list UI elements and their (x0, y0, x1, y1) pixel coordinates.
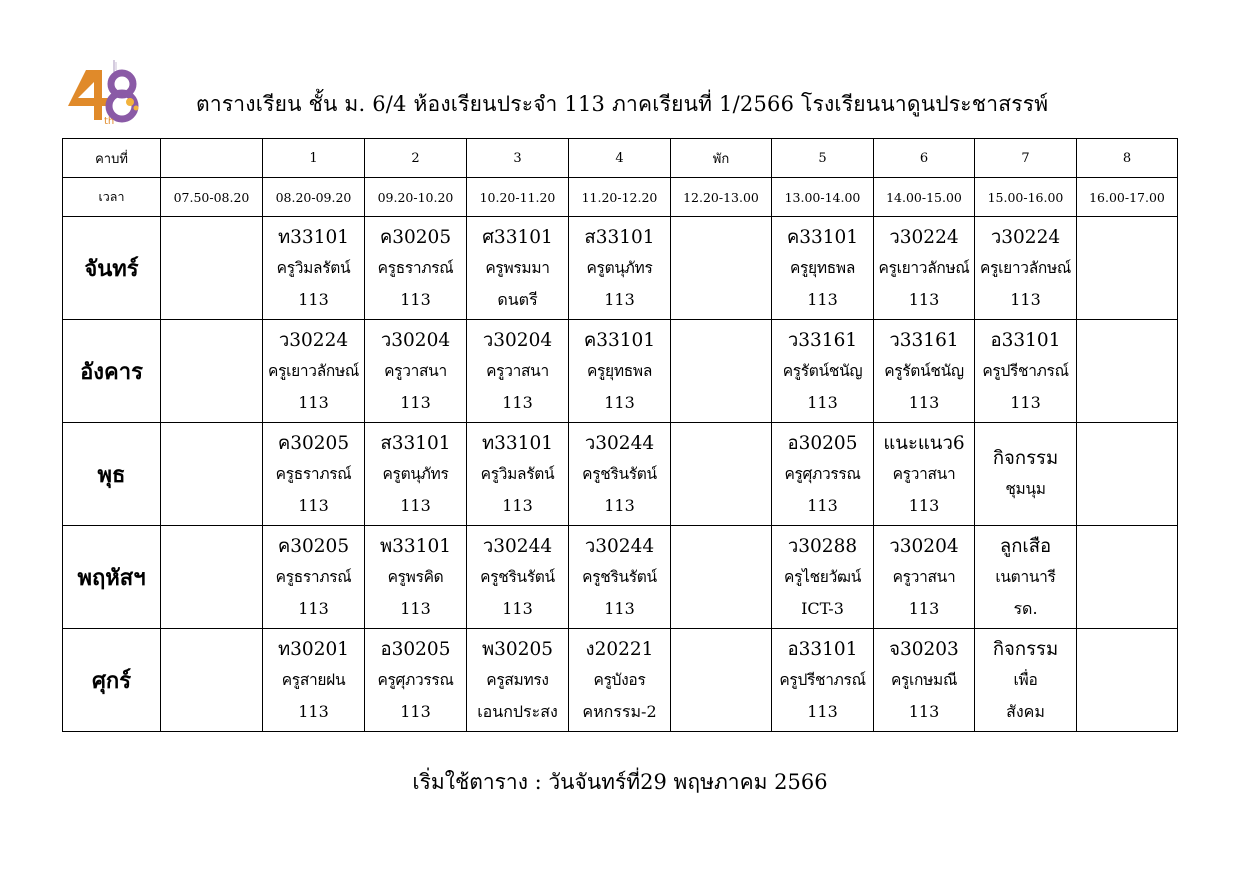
room-label: 113 (502, 598, 533, 618)
day-name-cell: พฤหัสฯ (63, 526, 161, 629)
teacher-name: ครูตนุภัทร (382, 464, 449, 483)
subject-code: ลูกเสือ (999, 535, 1052, 557)
subject-code: ว30204 (380, 329, 451, 351)
subject-code: ว33161 (889, 329, 959, 351)
room-label: 113 (908, 289, 940, 309)
schedule-cell (1077, 629, 1178, 732)
teacher-name: ครูสายฝน (281, 670, 346, 689)
teacher-name: ครูวาสนา (384, 361, 447, 380)
subject-code: ค33101 (786, 226, 859, 248)
subject-code: จ30203 (889, 638, 959, 660)
schedule-cell (874, 423, 975, 526)
time-slot-cell: 11.20-12.20 (569, 178, 671, 217)
teacher-name: ครูศุภวรรณ (784, 464, 861, 483)
room-label: 113 (908, 701, 940, 721)
period-number-cell: 7 (975, 139, 1077, 178)
schedule-cell (467, 423, 569, 526)
period-number-cell: 1 (263, 139, 365, 178)
room-label: ICT-3 (801, 598, 844, 618)
schedule-cell (365, 423, 467, 526)
schedule-cell (365, 526, 467, 629)
schedule-cell (671, 526, 772, 629)
subject-code: ท30201 (277, 638, 350, 660)
room-label: คหกรรม-2 (582, 701, 657, 721)
schedule-cell (975, 217, 1077, 320)
time-slot-cell: 09.20-10.20 (365, 178, 467, 217)
day-row (63, 629, 1178, 732)
schedule-cell (467, 320, 569, 423)
day-name-cell: จันทร์ (63, 217, 161, 320)
time-slot-cell: 08.20-09.20 (263, 178, 365, 217)
time-slot-cell: 13.00-14.00 (772, 178, 874, 217)
teacher-name: เพื่อ (1013, 670, 1038, 689)
teacher-name: ครูเยาวลักษณ์ (878, 258, 970, 277)
room-label: 113 (1010, 392, 1041, 412)
schedule-cell (263, 320, 365, 423)
schedule-cell (772, 629, 874, 732)
period-number-cell: 3 (467, 139, 569, 178)
schedule-cell (569, 526, 671, 629)
schedule-cell (671, 320, 772, 423)
subject-code: กิจกรรม (992, 448, 1059, 469)
schedule-cell (161, 423, 263, 526)
schedule-cell (874, 629, 975, 732)
room-label: 113 (604, 598, 635, 618)
schedule-cell (467, 217, 569, 320)
teacher-name: ครูเกษมณี (890, 670, 958, 689)
teacher-name: ครูวิมลรัตน์ (276, 258, 351, 277)
subject-code: ท33101 (277, 226, 350, 248)
subject-code: ค30205 (379, 226, 452, 248)
time-slot-cell: 16.00-17.00 (1077, 178, 1178, 217)
schedule-cell (467, 629, 569, 732)
subject-code: ว33161 (787, 329, 858, 351)
room-label: สังคม (1006, 701, 1045, 721)
period-number-cell: 4 (569, 139, 671, 178)
start-date-note: เริ่มใช้ตาราง : วันจันทร์ที่29 พฤษภาคม 2566 (412, 770, 828, 794)
schedule-cell (1077, 217, 1178, 320)
schedule-cell (467, 526, 569, 629)
teacher-name: ครูรัตน์ชนัญ (884, 361, 964, 380)
room-label: 113 (502, 495, 533, 515)
subject-code: แนะแนว6 (883, 432, 965, 454)
schedule-cell (1077, 423, 1178, 526)
teacher-name: ครูบังอร (593, 670, 646, 689)
schedule-cell (263, 217, 365, 320)
schedule-cell (1077, 526, 1178, 629)
schedule-cell (161, 320, 263, 423)
period-number-cell: 8 (1077, 139, 1178, 178)
time-row (63, 178, 1178, 217)
day-name-cell: พุธ (63, 423, 161, 526)
period-number-cell: 2 (365, 139, 467, 178)
teacher-name: ครูศุภวรรณ (377, 670, 454, 689)
teacher-name: ครูวิมลรัตน์ (480, 464, 555, 483)
schedule-cell (671, 217, 772, 320)
svg-text:th: th (104, 116, 115, 127)
teacher-name: ครูชรินรัตน์ (582, 464, 657, 483)
schedule-cell (772, 217, 874, 320)
teacher-name: ครูชรินรัตน์ (582, 567, 657, 586)
time-slot-cell: 15.00-16.00 (975, 178, 1077, 217)
room-label: 113 (400, 701, 431, 721)
subject-code: ค30205 (277, 535, 350, 557)
subject-code: พ33101 (379, 535, 452, 557)
schedule-cell (975, 526, 1077, 629)
teacher-name: ครูปรีชาภรณ์ (982, 361, 1069, 380)
schedule-cell (161, 629, 263, 732)
room-label: 113 (604, 495, 635, 515)
schedule-cell (365, 320, 467, 423)
room-label: 113 (400, 495, 431, 515)
schedule-cell (365, 217, 467, 320)
day-row (63, 526, 1178, 629)
room-label: 113 (908, 392, 940, 412)
schedule-cell (1077, 320, 1178, 423)
time-row-label: เวลา (63, 178, 161, 217)
period-row-label: คาบที่ (63, 139, 161, 178)
teacher-name: ครูยุทธพล (789, 258, 856, 277)
subject-code: ง20221 (585, 638, 654, 660)
schedule-cell (569, 217, 671, 320)
teacher-name: ครูธราภรณ์ (275, 464, 352, 483)
schedule-cell (263, 629, 365, 732)
teacher-name: ครูพรคิด (387, 567, 444, 586)
schedule-cell (365, 629, 467, 732)
room-label: 113 (908, 598, 940, 618)
room-label: ดนตรี (497, 289, 538, 309)
room-label: 113 (807, 495, 838, 515)
subject-code: ว30224 (278, 329, 349, 351)
teacher-name: ครูเยาวลักษณ์ (268, 361, 359, 380)
time-slot-cell: 12.20-13.00 (671, 178, 772, 217)
room-label: 113 (298, 598, 329, 618)
teacher-name: ครูวาสนา (892, 464, 956, 483)
class-schedule-table (62, 138, 1178, 732)
room-label: 113 (604, 289, 635, 309)
teacher-name: เนตานารี (995, 567, 1056, 586)
teacher-name: ครูพรมมา (485, 258, 550, 277)
schedule-cell (161, 217, 263, 320)
teacher-name: ครูไชยวัฒน์ (784, 567, 861, 586)
teacher-name: ครูวาสนา (486, 361, 549, 380)
subject-code: อ33101 (990, 329, 1061, 351)
day-row (63, 217, 1178, 320)
page-title: ตารางเรียน ชั้น ม. 6/4 ห้องเรียนประจำ 113 ภาคเรียนที่ 1/2566 โรงเรียนนาดูนประชาสรรพ์ (196, 92, 1049, 116)
room-label: 113 (807, 392, 838, 412)
schedule-cell (263, 423, 365, 526)
subject-code: อ33101 (787, 638, 858, 660)
day-row (63, 320, 1178, 423)
teacher-name: ชุมนุม (1005, 480, 1046, 498)
room-label: รด. (1013, 598, 1038, 618)
time-slot-cell: 14.00-15.00 (874, 178, 975, 217)
subject-code: อ30205 (380, 638, 451, 660)
schedule-cell (772, 320, 874, 423)
teacher-name: ครูวาสนา (892, 567, 956, 586)
subject-code: ว30288 (787, 535, 858, 557)
teacher-name: ครูรัตน์ชนัญ (782, 361, 863, 380)
room-label: 113 (298, 289, 329, 309)
room-label: 113 (400, 598, 431, 618)
room-label: 113 (298, 701, 329, 721)
room-label: 113 (1010, 289, 1041, 309)
subject-code: พ30205 (481, 638, 554, 660)
room-label: 113 (807, 289, 838, 309)
teacher-name: ครูปรีชาภรณ์ (779, 670, 866, 689)
subject-code: ส33101 (380, 432, 451, 454)
room-label: 113 (807, 701, 838, 721)
time-slot-cell: 07.50-08.20 (161, 178, 263, 217)
teacher-name: ครูชรินรัตน์ (480, 567, 555, 586)
schedule-cell (874, 217, 975, 320)
schedule-cell (569, 320, 671, 423)
room-label: 113 (604, 392, 635, 412)
room-label: เอนกประสง (477, 701, 558, 721)
period-number-cell: 6 (874, 139, 975, 178)
room-label: 113 (400, 392, 431, 412)
teacher-name: ครูตนุภัทร (586, 258, 653, 277)
room-label: 113 (908, 495, 940, 515)
period-number-cell: พัก (671, 139, 772, 178)
schedule-cell (569, 629, 671, 732)
subject-code: ศ33101 (482, 226, 553, 248)
period-number-cell (161, 139, 263, 178)
room-label: 113 (298, 392, 329, 412)
subject-code: ท33101 (481, 432, 554, 454)
subject-code: ค30205 (277, 432, 350, 454)
schedule-cell (671, 629, 772, 732)
time-slot-cell: 10.20-11.20 (467, 178, 569, 217)
teacher-name: ครูสมทรง (486, 670, 549, 689)
subject-code: ว30244 (482, 535, 553, 557)
schedule-cell (975, 423, 1077, 526)
room-label: 113 (298, 495, 329, 515)
schedule-cell (975, 320, 1077, 423)
schedule-cell (263, 526, 365, 629)
room-label: 113 (400, 289, 431, 309)
schedule-cell (772, 423, 874, 526)
teacher-name: ครูธราภรณ์ (377, 258, 454, 277)
teacher-name: ครูยุทธพล (586, 361, 653, 380)
subject-code: กิจกรรม (992, 638, 1059, 660)
schedule-cell (874, 320, 975, 423)
day-name-cell: ศุกร์ (63, 629, 161, 732)
period-number-cell: 5 (772, 139, 874, 178)
subject-code: ว30224 (889, 226, 959, 248)
day-row (63, 423, 1178, 526)
subject-code: ว30244 (584, 432, 655, 454)
school-48th-logo (64, 58, 142, 128)
day-name-cell: อังคาร (63, 320, 161, 423)
room-label: 113 (502, 392, 533, 412)
teacher-name: ครูธราภรณ์ (275, 567, 352, 586)
schedule-cell (874, 526, 975, 629)
teacher-name: ครูเยาวลักษณ์ (980, 258, 1071, 277)
subject-code: ว30204 (482, 329, 553, 351)
subject-code: ค33101 (583, 329, 656, 351)
schedule-cell (569, 423, 671, 526)
period-header-row (63, 139, 1178, 178)
subject-code: อ30205 (787, 432, 858, 454)
subject-code: ว30244 (584, 535, 655, 557)
subject-code: ส33101 (584, 226, 655, 248)
schedule-cell (772, 526, 874, 629)
schedule-cell (161, 526, 263, 629)
schedule-cell (975, 629, 1077, 732)
subject-code: ว30204 (889, 535, 959, 557)
schedule-cell (671, 423, 772, 526)
subject-code: ว30224 (990, 226, 1061, 248)
